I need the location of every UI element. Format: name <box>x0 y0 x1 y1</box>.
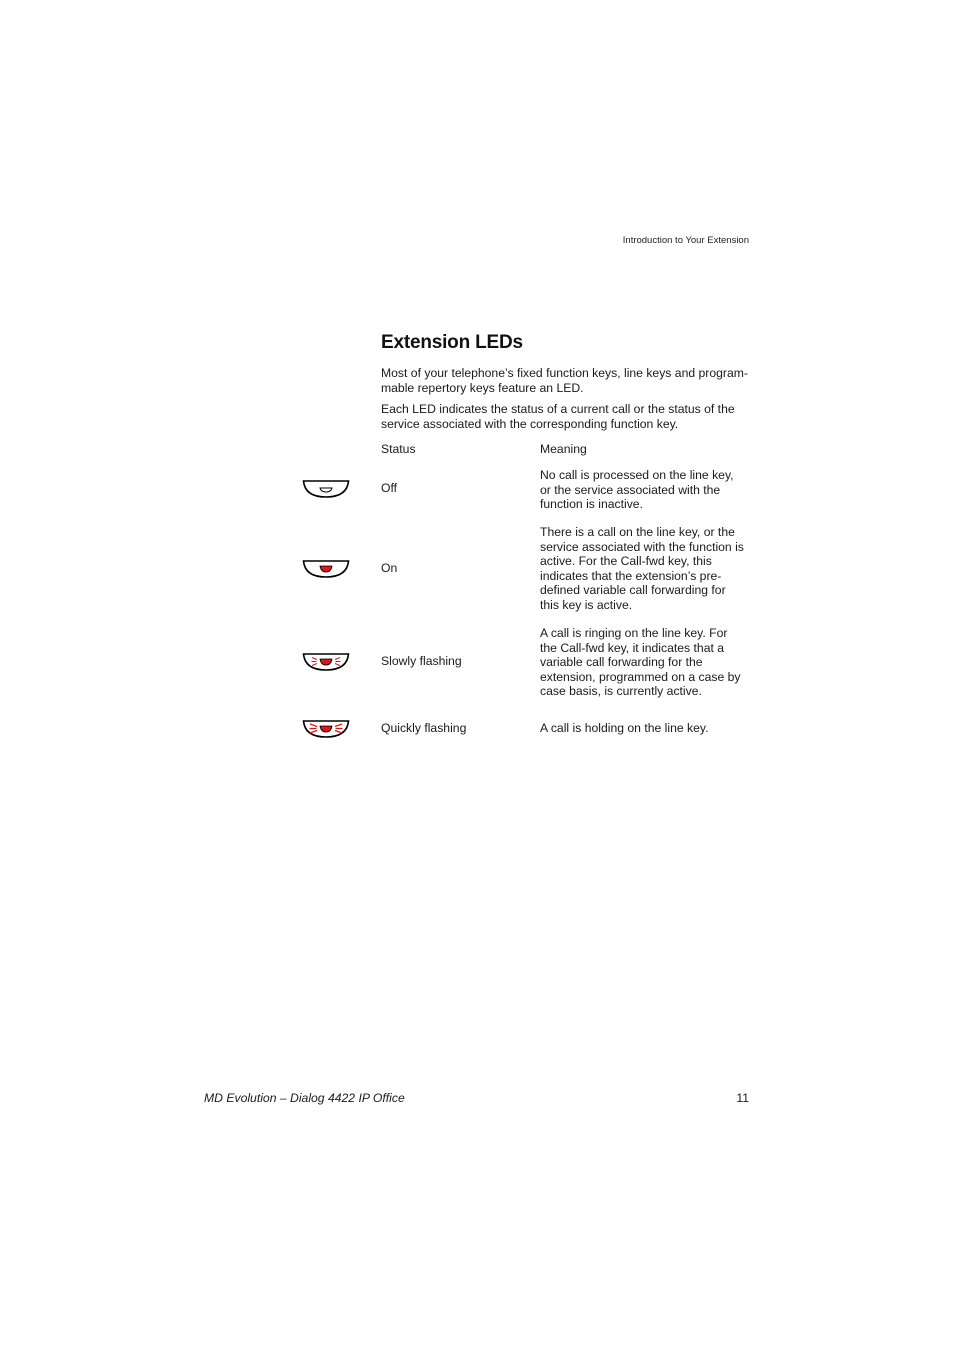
status-column-header: Status <box>381 442 416 456</box>
led-on-icon <box>302 559 350 579</box>
page-number: 11 <box>736 1091 749 1105</box>
status-slowly-flashing: Slowly flashing <box>381 654 462 668</box>
status-quickly-flashing: Quickly flashing <box>381 721 467 735</box>
led-fast-flash-icon <box>302 719 350 739</box>
meaning-slowly-flashing: A call is ringing on the line key. For the Call-fwd key, it indicates that a variable call forwarding for the extension, programmed on a case by case basis, is currently active. <box>540 626 741 699</box>
footer-document-title: MD Evolution – Dialog 4422 IP Office <box>204 1091 405 1105</box>
status-on: On <box>381 561 398 575</box>
meaning-off: No call is processed on the line key, or the service associated with the function is inactive. <box>540 468 734 512</box>
page-title: Extension LEDs <box>381 332 523 353</box>
running-header: Introduction to Your Extension <box>622 235 749 246</box>
status-off: Off <box>381 481 398 495</box>
meaning-quickly-flashing: A call is holding on the line key. <box>540 721 709 735</box>
led-off-icon <box>302 479 350 499</box>
meaning-on: There is a call on the line key, or the service associated with the function is active. For the Call-fwd key, this indicates that the extension’s pre-defined variable call forwarding for this key is active. <box>540 525 744 612</box>
meaning-column-header: Meaning <box>540 442 587 456</box>
led-status-paragraph: Each LED indicates the status of a current call or the status of the service associated with the corresponding function key. <box>381 402 735 431</box>
intro-paragraph: Most of your telephone’s fixed function keys, line keys and program-mable repertory keys feature an LED. <box>381 366 748 395</box>
led-slow-flash-icon <box>302 652 350 672</box>
